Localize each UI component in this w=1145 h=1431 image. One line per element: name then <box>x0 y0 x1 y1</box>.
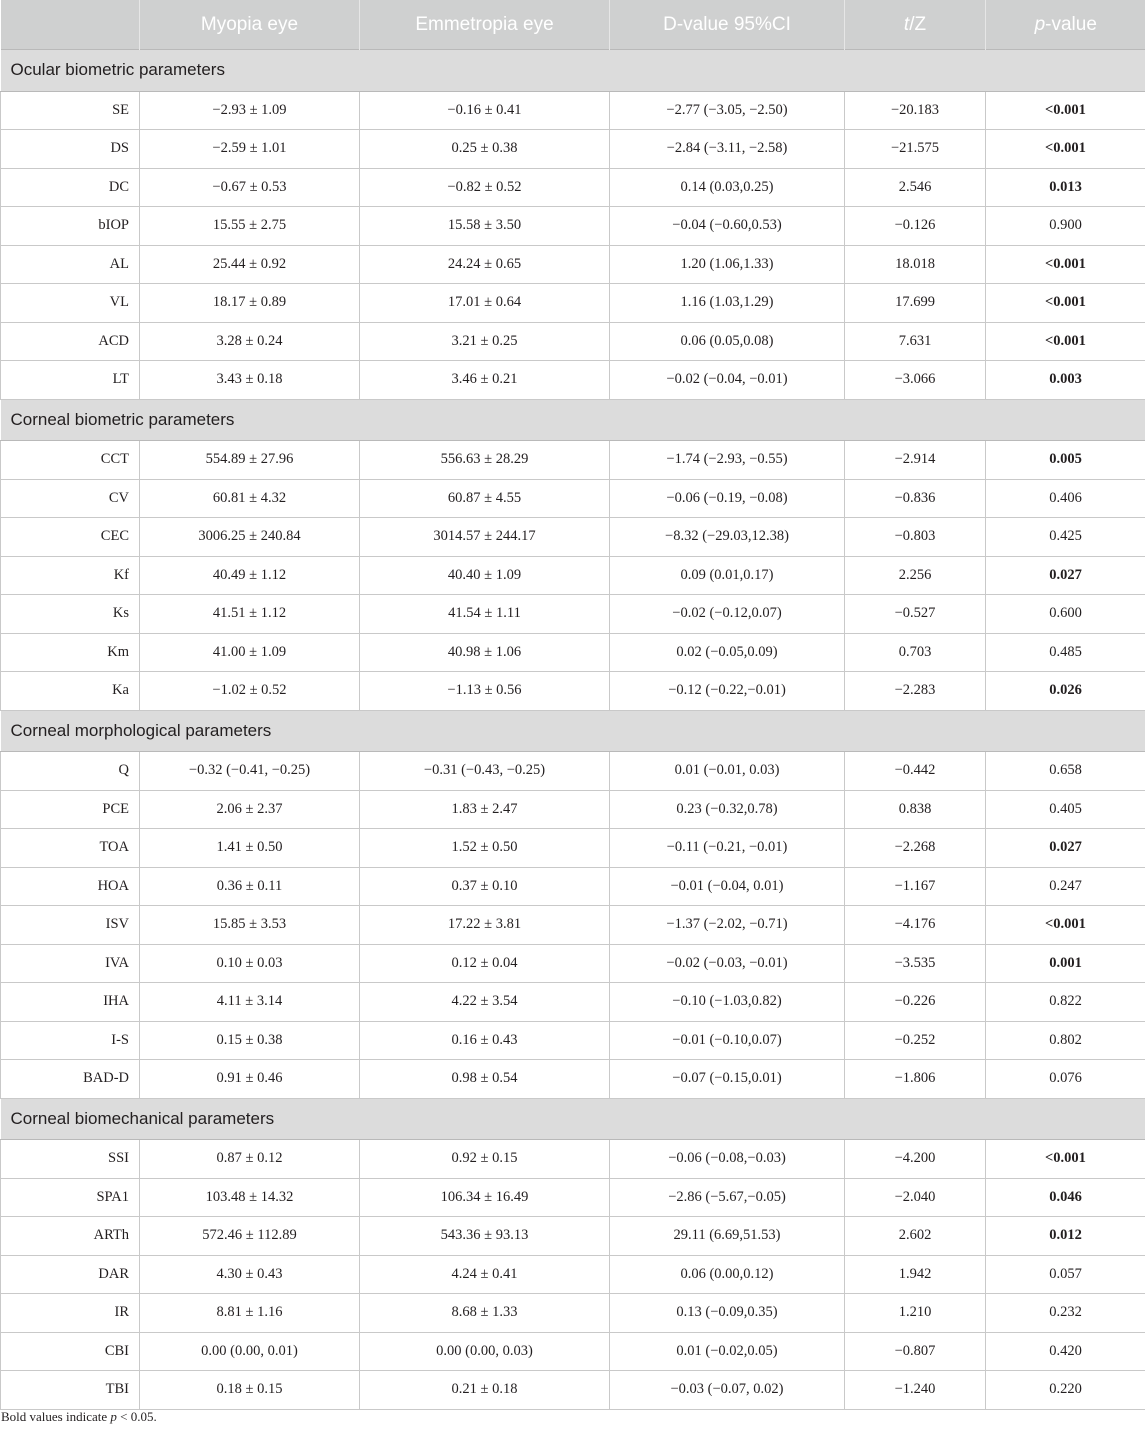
cell-tz: −1.806 <box>845 1060 986 1099</box>
header-t-z-rest: /Z <box>909 13 927 35</box>
table-row <box>1 1332 1145 1371</box>
cell-myopia: 3.28 ± 0.24 <box>140 322 360 361</box>
cell-dvalue: −0.06 (−0.19, −0.08) <box>610 479 845 518</box>
cell-param: SE <box>1 91 140 130</box>
header-myopia-eye: Myopia eye <box>140 0 360 50</box>
cell-tz: 0.703 <box>845 633 986 672</box>
cell-dvalue: −0.02 (−0.03, −0.01) <box>610 944 845 983</box>
cell-p: <0.001 <box>986 284 1145 323</box>
cell-myopia: 0.00 (0.00, 0.01) <box>140 1332 360 1371</box>
table-row <box>1 322 1145 361</box>
cell-param: CBI <box>1 1332 140 1371</box>
header-p-italic: p <box>1034 13 1046 35</box>
table-row <box>1 829 1145 868</box>
table-body <box>1 50 1145 1410</box>
section-header-row <box>1 710 1145 752</box>
cell-dvalue: −0.12 (−0.22,−0.01) <box>610 672 845 711</box>
cell-dvalue: 1.20 (1.06,1.33) <box>610 245 845 284</box>
cell-myopia: 3006.25 ± 240.84 <box>140 518 360 557</box>
cell-dvalue: −2.77 (−3.05, −2.50) <box>610 91 845 130</box>
table-row <box>1 1217 1145 1256</box>
cell-emmetropia: 0.98 ± 0.54 <box>360 1060 610 1099</box>
section-title: Corneal morphological parameters <box>1 710 1145 752</box>
cell-tz: −1.240 <box>845 1371 986 1410</box>
table-row <box>1 752 1145 791</box>
table-row <box>1 1178 1145 1217</box>
cell-emmetropia: 0.12 ± 0.04 <box>360 944 610 983</box>
cell-myopia: 554.89 ± 27.96 <box>140 441 360 480</box>
cell-emmetropia: 3.46 ± 0.21 <box>360 361 610 400</box>
table-row <box>1 1294 1145 1333</box>
cell-myopia: −0.67 ± 0.53 <box>140 168 360 207</box>
cell-param: Km <box>1 633 140 672</box>
cell-p: <0.001 <box>986 91 1145 130</box>
cell-param: ACD <box>1 322 140 361</box>
cell-p: 0.822 <box>986 983 1145 1022</box>
cell-p: 0.027 <box>986 829 1145 868</box>
table-row <box>1 672 1145 711</box>
cell-param: CV <box>1 479 140 518</box>
cell-p: 0.057 <box>986 1255 1145 1294</box>
cell-tz: −0.226 <box>845 983 986 1022</box>
table-row <box>1 1371 1145 1410</box>
cell-p: 0.076 <box>986 1060 1145 1099</box>
cell-emmetropia: 15.58 ± 3.50 <box>360 207 610 246</box>
cell-param: IVA <box>1 944 140 983</box>
cell-emmetropia: 17.22 ± 3.81 <box>360 906 610 945</box>
table-row <box>1 479 1145 518</box>
cell-param: PCE <box>1 790 140 829</box>
cell-param: VL <box>1 284 140 323</box>
header-parameter <box>1 0 140 50</box>
table-row <box>1 245 1145 284</box>
cell-dvalue: −8.32 (−29.03,12.38) <box>610 518 845 557</box>
cell-dvalue: 0.06 (0.05,0.08) <box>610 322 845 361</box>
cell-myopia: 60.81 ± 4.32 <box>140 479 360 518</box>
cell-tz: −0.126 <box>845 207 986 246</box>
cell-p: <0.001 <box>986 245 1145 284</box>
cell-tz: 1.210 <box>845 1294 986 1333</box>
table-row <box>1 633 1145 672</box>
cell-myopia: 2.06 ± 2.37 <box>140 790 360 829</box>
cell-p: <0.001 <box>986 130 1145 169</box>
cell-tz: −0.807 <box>845 1332 986 1371</box>
cell-param: SPA1 <box>1 1178 140 1217</box>
cell-p: 0.232 <box>986 1294 1145 1333</box>
cell-tz: 18.018 <box>845 245 986 284</box>
cell-p: 0.012 <box>986 1217 1145 1256</box>
table-row <box>1 1255 1145 1294</box>
cell-tz: −0.836 <box>845 479 986 518</box>
table-row <box>1 944 1145 983</box>
cell-emmetropia: −0.16 ± 0.41 <box>360 91 610 130</box>
cell-tz: −21.575 <box>845 130 986 169</box>
cell-emmetropia: 3014.57 ± 244.17 <box>360 518 610 557</box>
cell-tz: −0.442 <box>845 752 986 791</box>
cell-p: 0.600 <box>986 595 1145 634</box>
table-row <box>1 207 1145 246</box>
cell-emmetropia: 0.21 ± 0.18 <box>360 1371 610 1410</box>
cell-myopia: 18.17 ± 0.89 <box>140 284 360 323</box>
footnote-suffix: < 0.05. <box>116 1409 157 1424</box>
cell-dvalue: 29.11 (6.69,51.53) <box>610 1217 845 1256</box>
cell-param: Kf <box>1 556 140 595</box>
cell-emmetropia: −0.82 ± 0.52 <box>360 168 610 207</box>
cell-dvalue: 0.02 (−0.05,0.09) <box>610 633 845 672</box>
cell-p: 0.001 <box>986 944 1145 983</box>
cell-param: Q <box>1 752 140 791</box>
cell-dvalue: 0.01 (−0.02,0.05) <box>610 1332 845 1371</box>
cell-myopia: 0.18 ± 0.15 <box>140 1371 360 1410</box>
table-row <box>1 595 1145 634</box>
cell-myopia: −1.02 ± 0.52 <box>140 672 360 711</box>
section-title: Corneal biomechanical parameters <box>1 1098 1145 1140</box>
cell-tz: 2.602 <box>845 1217 986 1256</box>
cell-dvalue: −0.04 (−0.60,0.53) <box>610 207 845 246</box>
cell-myopia: 4.11 ± 3.14 <box>140 983 360 1022</box>
cell-emmetropia: 556.63 ± 28.29 <box>360 441 610 480</box>
cell-dvalue: −0.02 (−0.12,0.07) <box>610 595 845 634</box>
cell-myopia: 0.36 ± 0.11 <box>140 867 360 906</box>
section-title: Ocular biometric parameters <box>1 50 1145 92</box>
cell-tz: −3.066 <box>845 361 986 400</box>
cell-param: SSI <box>1 1140 140 1179</box>
table-row <box>1 867 1145 906</box>
cell-emmetropia: 24.24 ± 0.65 <box>360 245 610 284</box>
cell-emmetropia: 106.34 ± 16.49 <box>360 1178 610 1217</box>
cell-dvalue: 0.23 (−0.32,0.78) <box>610 790 845 829</box>
cell-tz: −0.527 <box>845 595 986 634</box>
cell-tz: 7.631 <box>845 322 986 361</box>
cell-dvalue: −0.07 (−0.15,0.01) <box>610 1060 845 1099</box>
cell-tz: 17.699 <box>845 284 986 323</box>
cell-emmetropia: 4.22 ± 3.54 <box>360 983 610 1022</box>
cell-myopia: −2.93 ± 1.09 <box>140 91 360 130</box>
table-row <box>1 1060 1145 1099</box>
cell-param: LT <box>1 361 140 400</box>
cell-param: bIOP <box>1 207 140 246</box>
section-header-row <box>1 1098 1145 1140</box>
cell-dvalue: −0.01 (−0.10,0.07) <box>610 1021 845 1060</box>
cell-myopia: 3.43 ± 0.18 <box>140 361 360 400</box>
cell-p: 0.005 <box>986 441 1145 480</box>
cell-p: 0.658 <box>986 752 1145 791</box>
cell-emmetropia: 0.92 ± 0.15 <box>360 1140 610 1179</box>
cell-dvalue: −0.03 (−0.07, 0.02) <box>610 1371 845 1410</box>
cell-myopia: 103.48 ± 14.32 <box>140 1178 360 1217</box>
cell-myopia: 15.55 ± 2.75 <box>140 207 360 246</box>
cell-p: 0.247 <box>986 867 1145 906</box>
cell-dvalue: 0.06 (0.00,0.12) <box>610 1255 845 1294</box>
cell-param: Ks <box>1 595 140 634</box>
cell-emmetropia: 0.25 ± 0.38 <box>360 130 610 169</box>
cell-tz: 2.256 <box>845 556 986 595</box>
cell-tz: −2.283 <box>845 672 986 711</box>
cell-tz: −0.252 <box>845 1021 986 1060</box>
cell-emmetropia: 3.21 ± 0.25 <box>360 322 610 361</box>
cell-myopia: 1.41 ± 0.50 <box>140 829 360 868</box>
table-row <box>1 556 1145 595</box>
cell-dvalue: −0.01 (−0.04, 0.01) <box>610 867 845 906</box>
cell-dvalue: −2.84 (−3.11, −2.58) <box>610 130 845 169</box>
section-header-row <box>1 50 1145 92</box>
cell-dvalue: −0.06 (−0.08,−0.03) <box>610 1140 845 1179</box>
cell-dvalue: 0.13 (−0.09,0.35) <box>610 1294 845 1333</box>
cell-dvalue: −0.11 (−0.21, −0.01) <box>610 829 845 868</box>
cell-param: CCT <box>1 441 140 480</box>
table-row <box>1 906 1145 945</box>
cell-emmetropia: 60.87 ± 4.55 <box>360 479 610 518</box>
cell-myopia: 41.51 ± 1.12 <box>140 595 360 634</box>
cell-p: 0.405 <box>986 790 1145 829</box>
table-header <box>1 0 1145 50</box>
cell-tz: −1.167 <box>845 867 986 906</box>
table-row <box>1 361 1145 400</box>
cell-myopia: −2.59 ± 1.01 <box>140 130 360 169</box>
cell-emmetropia: −0.31 (−0.43, −0.25) <box>360 752 610 791</box>
cell-myopia: 0.91 ± 0.46 <box>140 1060 360 1099</box>
cell-param: ISV <box>1 906 140 945</box>
cell-dvalue: −1.37 (−2.02, −0.71) <box>610 906 845 945</box>
cell-dvalue: 1.16 (1.03,1.29) <box>610 284 845 323</box>
cell-param: TOA <box>1 829 140 868</box>
cell-myopia: 0.15 ± 0.38 <box>140 1021 360 1060</box>
cell-p: <0.001 <box>986 322 1145 361</box>
cell-dvalue: 0.14 (0.03,0.25) <box>610 168 845 207</box>
cell-myopia: 8.81 ± 1.16 <box>140 1294 360 1333</box>
cell-dvalue: 0.01 (−0.01, 0.03) <box>610 752 845 791</box>
cell-myopia: 572.46 ± 112.89 <box>140 1217 360 1256</box>
cell-myopia: 0.87 ± 0.12 <box>140 1140 360 1179</box>
cell-emmetropia: 41.54 ± 1.11 <box>360 595 610 634</box>
cell-emmetropia: 1.52 ± 0.50 <box>360 829 610 868</box>
table-row <box>1 130 1145 169</box>
cell-p: 0.425 <box>986 518 1145 557</box>
section-title: Corneal biometric parameters <box>1 399 1145 441</box>
cell-tz: −0.803 <box>845 518 986 557</box>
header-p-value <box>986 0 1145 50</box>
cell-p: 0.802 <box>986 1021 1145 1060</box>
section-header-row <box>1 399 1145 441</box>
table-row <box>1 441 1145 480</box>
cell-myopia: 15.85 ± 3.53 <box>140 906 360 945</box>
cell-tz: 0.838 <box>845 790 986 829</box>
cell-param: IR <box>1 1294 140 1333</box>
cell-param: HOA <box>1 867 140 906</box>
table-row <box>1 168 1145 207</box>
cell-emmetropia: 0.16 ± 0.43 <box>360 1021 610 1060</box>
cell-p: 0.027 <box>986 556 1145 595</box>
cell-emmetropia: 40.40 ± 1.09 <box>360 556 610 595</box>
cell-dvalue: −1.74 (−2.93, −0.55) <box>610 441 845 480</box>
cell-emmetropia: 543.36 ± 93.13 <box>360 1217 610 1256</box>
header-t-italic: t <box>903 13 910 35</box>
table-row <box>1 790 1145 829</box>
cell-p: 0.420 <box>986 1332 1145 1371</box>
cell-param: AL <box>1 245 140 284</box>
cell-p: <0.001 <box>986 1140 1145 1179</box>
cell-tz: −3.535 <box>845 944 986 983</box>
footnote-prefix: Bold values indicate <box>1 1409 111 1424</box>
table-row <box>1 983 1145 1022</box>
cell-emmetropia: 40.98 ± 1.06 <box>360 633 610 672</box>
cell-tz: −2.040 <box>845 1178 986 1217</box>
cell-emmetropia: 0.37 ± 0.10 <box>360 867 610 906</box>
table-row <box>1 91 1145 130</box>
cell-emmetropia: 17.01 ± 0.64 <box>360 284 610 323</box>
cell-emmetropia: −1.13 ± 0.56 <box>360 672 610 711</box>
header-d-value: D-value 95%CI <box>610 0 845 50</box>
cell-emmetropia: 8.68 ± 1.33 <box>360 1294 610 1333</box>
cell-myopia: 40.49 ± 1.12 <box>140 556 360 595</box>
cell-tz: 1.942 <box>845 1255 986 1294</box>
footnote-p-italic: p <box>110 1409 117 1424</box>
header-emmetropia-eye: Emmetropia eye <box>360 0 610 50</box>
header-p-rest: -value <box>1045 13 1097 35</box>
cell-dvalue: −0.02 (−0.04, −0.01) <box>610 361 845 400</box>
cell-emmetropia: 4.24 ± 0.41 <box>360 1255 610 1294</box>
cell-tz: −2.268 <box>845 829 986 868</box>
header-t-z <box>845 0 986 50</box>
cell-p: 0.220 <box>986 1371 1145 1410</box>
cell-p: 0.003 <box>986 361 1145 400</box>
cell-param: CEC <box>1 518 140 557</box>
cell-tz: 2.546 <box>845 168 986 207</box>
cell-param: BAD-D <box>1 1060 140 1099</box>
cell-param: TBI <box>1 1371 140 1410</box>
cell-p: 0.900 <box>986 207 1145 246</box>
cell-tz: −20.183 <box>845 91 986 130</box>
cell-p: 0.485 <box>986 633 1145 672</box>
cell-param: DAR <box>1 1255 140 1294</box>
cell-param: Ka <box>1 672 140 711</box>
cell-param: DS <box>1 130 140 169</box>
cell-p: 0.026 <box>986 672 1145 711</box>
table-row <box>1 1021 1145 1060</box>
cell-param: I-S <box>1 1021 140 1060</box>
cell-myopia: 41.00 ± 1.09 <box>140 633 360 672</box>
cell-p: <0.001 <box>986 906 1145 945</box>
cell-param: ARTh <box>1 1217 140 1256</box>
cell-param: IHA <box>1 983 140 1022</box>
cell-myopia: 0.10 ± 0.03 <box>140 944 360 983</box>
cell-param: DC <box>1 168 140 207</box>
cell-emmetropia: 0.00 (0.00, 0.03) <box>360 1332 610 1371</box>
cell-dvalue: −2.86 (−5.67,−0.05) <box>610 1178 845 1217</box>
cell-tz: −2.914 <box>845 441 986 480</box>
table-row <box>1 1140 1145 1179</box>
cell-dvalue: −0.10 (−1.03,0.82) <box>610 983 845 1022</box>
cell-p: 0.046 <box>986 1178 1145 1217</box>
cell-p: 0.406 <box>986 479 1145 518</box>
table-row <box>1 284 1145 323</box>
cell-myopia: 4.30 ± 0.43 <box>140 1255 360 1294</box>
cell-p: 0.013 <box>986 168 1145 207</box>
cell-emmetropia: 1.83 ± 2.47 <box>360 790 610 829</box>
cell-tz: −4.200 <box>845 1140 986 1179</box>
cell-myopia: 25.44 ± 0.92 <box>140 245 360 284</box>
table-footnote <box>1 1409 157 1425</box>
cell-myopia: −0.32 (−0.41, −0.25) <box>140 752 360 791</box>
table-row <box>1 518 1145 557</box>
cell-dvalue: 0.09 (0.01,0.17) <box>610 556 845 595</box>
cell-tz: −4.176 <box>845 906 986 945</box>
